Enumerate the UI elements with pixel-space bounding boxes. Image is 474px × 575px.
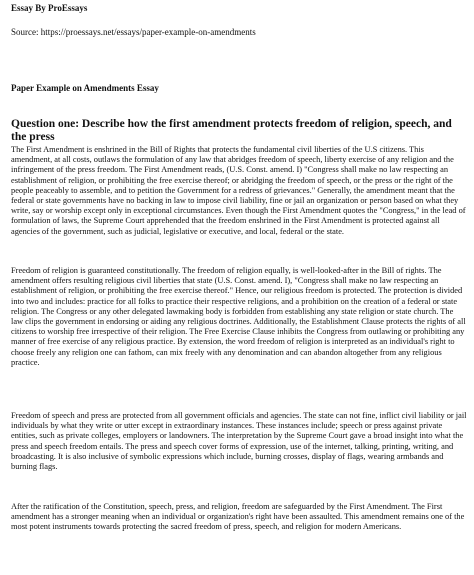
question-heading: Question one: Describe how the first amendment protects freedom of religion, speech, and the press bbox=[11, 118, 452, 143]
site-header-title: Essay By ProEssays bbox=[11, 3, 88, 13]
paragraph-3: Freedom of speech and press are protected from all government officials and agencies. The state can not fine, inflict civil liability or jail individuals by what they write or utter except in extraordinary instances. These instances include; speech or press against private entities, such as private colleges, employers or landowners. The interpretation by the Supreme Court gave a broad insight into what the press and speech freedom entails. The press and speech cover forms of expression, use of the internet, talking, printing, writing, and broadcasting. It is also inclusive of symbolic expressions which include, burning crosses, display of flags, wearing armbands and burning flags. bbox=[11, 411, 467, 472]
paragraph-1: The First Amendment is enshrined in the Bill of Rights that protects the fundamental civil liberties of the U.S citizens. This amendment, at all costs, outlaws the formulation of any law that abridges freedom of speech, liberty exercise of any religion and the infringement of the press freedom. The First Amendment reads, (U.S. Const. amend. I) "Congress shall make no law respecting an establishment of religion, or prohibiting the free exercise thereof; or abridging the freedom of speech, or the press or the right of the people peaceably to assemble, and to petition the Government for a redress of grievances." Generally, the amendment meant that the federal or state governments have no backing in law to impose civil liability, fine or jail an organization or person based on what they write, say or worship except only in exceptional circumstances. Even though the First Amendment quotes the "Congress," in the lead of formulation of laws, the Supreme Court apprehended that the freedom enshrined in the First Amendment is protected against all agencies of the government, such as judicial, legislative or executive, and local, federal or the state. bbox=[11, 145, 466, 236]
source-line: Source: https://proessays.net/essays/paper-example-on-amendments bbox=[11, 27, 256, 37]
document-title: Paper Example on Amendments Essay bbox=[11, 83, 159, 93]
paragraph-4: After the ratification of the Constitution, speech, press, and religion, freedom are safeguarded by the First Amendment. The First amendment has a stronger meaning when an individual or organization's right have been assaulted. This amendment remains one of the most potent instruments towards protecting the sacred freedom of press, speech, and religion for modern Americans. bbox=[11, 502, 465, 532]
paragraph-2: Freedom of religion is guaranteed constitutionally. The freedom of religion equally, is well-looked-after in the Bill of rights. The amendment offers resulting religious civil liberties that state (U.S. Const. amend. I), "Congress shall make no law respecting an establishment of religion, or prohibiting the free exercise thereof." Hence, our religious freedom is protected. The protection is divided into two and includes: practice for all folks to practice their respective religions, and a prohibition on the creation of a federal or state religion. The Congress or any other delegated lawmaking body is forbidden from establishing any state religion or state church. The law clips the government in endorsing or aiding any religious doctrines. Additionally, the Establishment Clause protects the rights of all citizens to worship free irrespective of their religion. The Free Exercise Clause inhibits the Congress from outlawing or prohibiting any manner of free exercise of any religious practice. By extension, the word freedom of religion is interpreted as an individual's right to choose freely any religion one can fathom, can mix freely with any denomination and can abandon altogether from any religious practice. bbox=[11, 266, 466, 367]
